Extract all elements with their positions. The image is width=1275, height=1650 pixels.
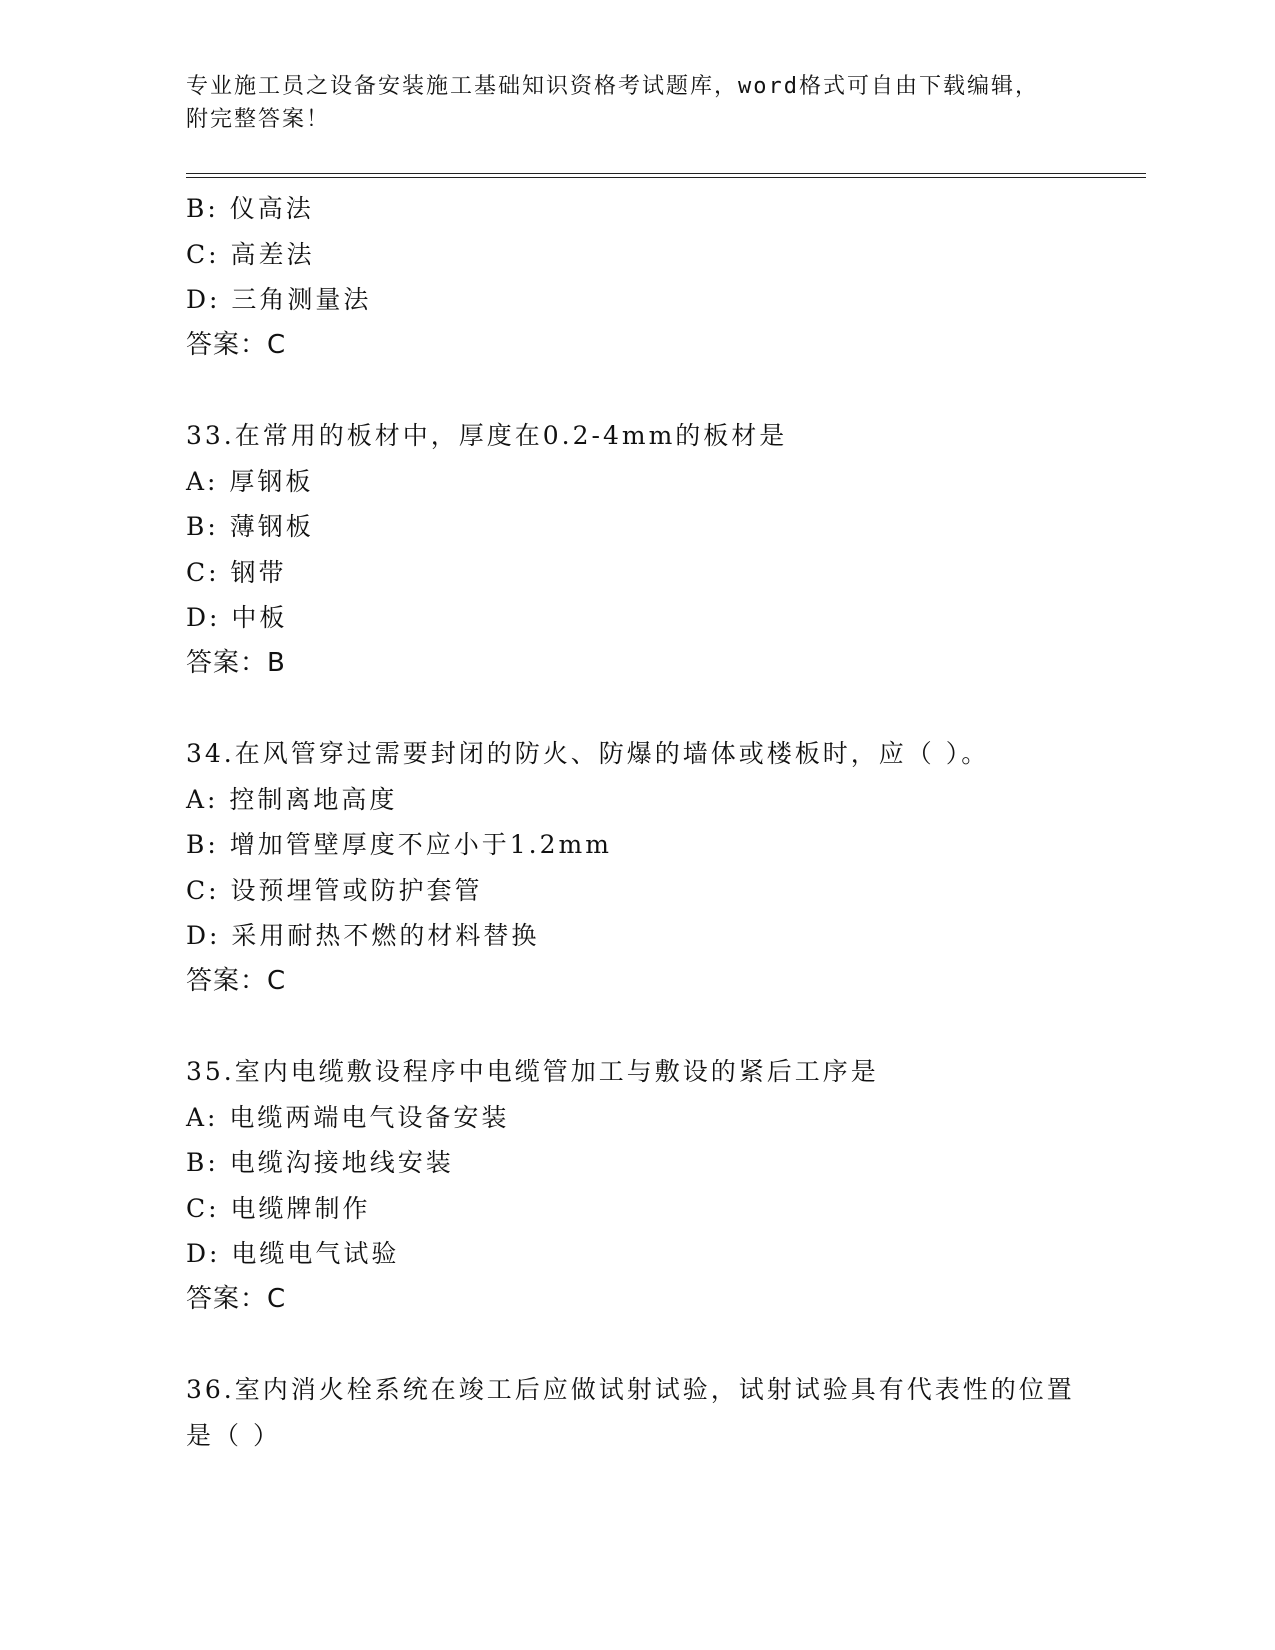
option-b: B: 仪高法 <box>186 194 314 223</box>
option-a: A: 控制离地高度 <box>186 784 398 814</box>
option-a: A: 电缆两端电气设备安装 <box>186 1102 510 1132</box>
option-d: D: 三角测量法 <box>186 285 372 314</box>
question-stem: 33.在常用的板材中，厚度在0.2-4mm的板材是 <box>186 421 788 450</box>
question-33 <box>186 413 1146 686</box>
question-34 <box>186 731 1146 1004</box>
option-b: B: 电缆沟接地线安装 <box>186 1148 454 1177</box>
header-line-1: 专业施工员之设备安装施工基础知识资格考试题库，word格式可自由下载编辑， <box>186 74 1039 99</box>
option-d: D: 采用耐热不燃的材料替换 <box>186 921 540 950</box>
question-35 <box>186 1049 1146 1322</box>
option-c: C: 设预埋管或防护套管 <box>186 875 483 905</box>
question-stem: 34.在风管穿过需要封闭的防火、防爆的墙体或楼板时，应（ ）。 <box>186 739 990 768</box>
option-b: B: 薄钢板 <box>186 512 314 541</box>
option-c: C: 电缆牌制作 <box>186 1193 371 1223</box>
answer: 答案：C <box>186 1283 287 1314</box>
header-double-rule <box>186 173 1146 174</box>
question-stem: 36.室内消火栓系统在竣工后应做试射试验，试射试验具有代表性的位置是（ ） <box>186 1375 1075 1450</box>
question-32-continued <box>186 186 1146 368</box>
option-c: C: 钢带 <box>186 557 287 587</box>
question-36 <box>186 1367 1146 1458</box>
option-d: D: 电缆电气试验 <box>186 1239 400 1268</box>
option-a: A: 厚钢板 <box>186 466 314 496</box>
option-d: D: 中板 <box>186 603 288 632</box>
question-content <box>186 186 1146 1458</box>
option-c: C: 高差法 <box>186 239 315 269</box>
document-header <box>186 70 1146 136</box>
document-page <box>186 70 1146 1458</box>
option-b: B: 增加管壁厚度不应小于1.2mm <box>186 830 612 859</box>
question-stem: 35.室内电缆敷设程序中电缆管加工与敷设的紧后工序是 <box>186 1057 879 1086</box>
answer: 答案：C <box>186 965 287 996</box>
header-line-2: 附完整答案！ <box>186 107 331 132</box>
answer: 答案：C <box>186 329 287 360</box>
answer: 答案：B <box>186 647 286 678</box>
